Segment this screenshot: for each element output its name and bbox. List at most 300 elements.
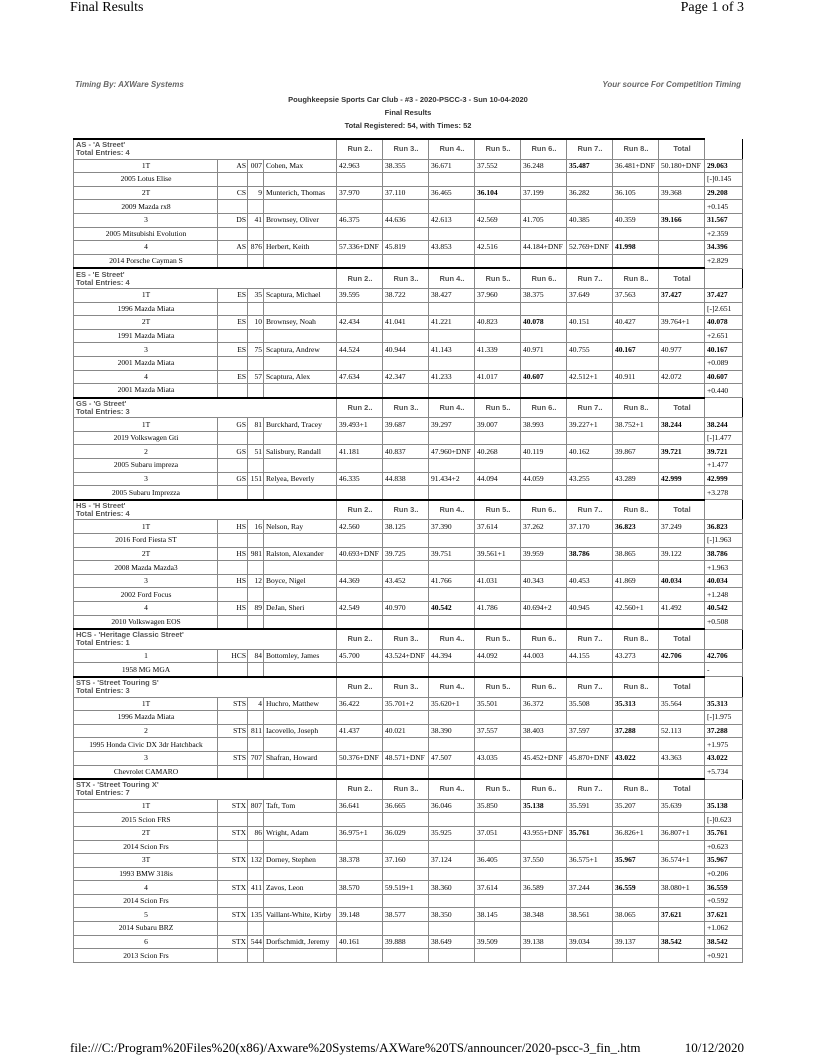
run-time: 38.722 (383, 288, 429, 302)
run-time: 44.003 (521, 649, 567, 663)
car-row (74, 615, 743, 629)
empty-cell (429, 384, 475, 398)
run-time: 42.706 (659, 649, 705, 663)
column-header: Run 6.. (521, 268, 567, 288)
empty-cell (264, 459, 337, 473)
column-header: Run 2.. (337, 268, 383, 288)
run-time: 45.700 (337, 649, 383, 663)
event-titles (0, 93, 816, 132)
car-row (74, 227, 743, 241)
position: 4 (74, 241, 218, 255)
class-title (74, 677, 337, 697)
run-time: 46.375 (337, 213, 383, 227)
column-header: Run 8.. (613, 398, 659, 418)
run-time: 40.119 (521, 445, 567, 459)
car-row (74, 813, 743, 827)
empty-cell (218, 254, 248, 268)
car-number: 707 (248, 751, 264, 765)
class-title (74, 629, 337, 649)
car-number: 35 (248, 288, 264, 302)
empty-cell (264, 302, 337, 316)
empty-cell (613, 949, 659, 963)
position: 1T (74, 697, 218, 711)
empty-cell (613, 227, 659, 241)
empty-cell (521, 534, 567, 548)
empty-cell (567, 949, 613, 963)
run-time: 39.721 (659, 445, 705, 459)
column-header: Run 8.. (613, 779, 659, 799)
empty-cell (218, 663, 248, 677)
driver-row (74, 854, 743, 868)
time-difference: +5.734 (705, 765, 743, 779)
car-description: 2013 Scion Frs (74, 949, 218, 963)
run-time: 38.378 (337, 854, 383, 868)
position: 2T (74, 826, 218, 840)
class-title (74, 139, 337, 159)
position: 3 (74, 343, 218, 357)
run-time: 42.512+1 (567, 370, 613, 384)
run-time: 41.017 (475, 370, 521, 384)
run-time: 36.575+1 (567, 854, 613, 868)
run-time: 41.041 (383, 316, 429, 330)
empty-cell (429, 561, 475, 575)
car-number: 132 (248, 854, 264, 868)
car-class: GS (218, 418, 248, 432)
run-time: 39.687 (383, 418, 429, 432)
empty-cell (475, 894, 521, 908)
column-header: Run 3.. (383, 677, 429, 697)
empty-cell (264, 227, 337, 241)
car-description: 2005 Subaru impreza (74, 459, 218, 473)
empty-cell (521, 894, 567, 908)
run-time: 44.636 (383, 213, 429, 227)
total-time: 38.542 (705, 935, 743, 949)
driver-name: Shafran, Howard (264, 751, 337, 765)
run-time: 39.148 (337, 908, 383, 922)
run-time: 37.614 (475, 881, 521, 895)
car-number: 89 (248, 602, 264, 616)
empty-cell (383, 813, 429, 827)
empty-cell (218, 813, 248, 827)
car-class: GS (218, 445, 248, 459)
run-time: 35.701+2 (383, 697, 429, 711)
car-description: 2014 Scion Frs (74, 840, 218, 854)
time-difference: [-]1.975 (705, 711, 743, 725)
time-difference: +1.477 (705, 459, 743, 473)
run-time: 44.094 (475, 472, 521, 486)
empty-cell (429, 534, 475, 548)
empty-cell (383, 894, 429, 908)
empty-cell (659, 534, 705, 548)
class-name: ES - 'E Street' (76, 269, 125, 279)
empty-cell (659, 384, 705, 398)
time-difference: +0.145 (705, 200, 743, 214)
empty-cell (264, 765, 337, 779)
car-description: 1995 Honda Civic DX 3dr Hatchback (74, 738, 218, 752)
time-difference: +2.359 (705, 227, 743, 241)
class-header-row (74, 677, 743, 697)
empty-cell (613, 840, 659, 854)
run-time: 36.422 (337, 697, 383, 711)
position: 4 (74, 881, 218, 895)
run-time: 39.138 (521, 935, 567, 949)
car-description: 1996 Mazda Miata (74, 302, 218, 316)
empty-cell (567, 431, 613, 445)
empty-cell (337, 459, 383, 473)
empty-cell (659, 840, 705, 854)
run-time: 37.614 (475, 520, 521, 534)
empty-cell (248, 431, 264, 445)
run-time: 37.649 (567, 288, 613, 302)
empty-cell (613, 486, 659, 500)
car-description: 2014 Scion Frs (74, 894, 218, 908)
empty-cell (337, 663, 383, 677)
run-time: 44.059 (521, 472, 567, 486)
empty-cell (337, 486, 383, 500)
run-time: 41.492 (659, 602, 705, 616)
time-difference: +1.248 (705, 588, 743, 602)
time-difference: +1.963 (705, 561, 743, 575)
total-time: 40.034 (705, 574, 743, 588)
column-header: Run 4.. (429, 398, 475, 418)
empty-cell (521, 486, 567, 500)
driver-name: Burckhard, Tracey (264, 418, 337, 432)
car-class: ES (218, 288, 248, 302)
class-entry-count: Total Entries: 4 (76, 509, 130, 519)
empty-cell (264, 840, 337, 854)
run-time: 37.621 (659, 908, 705, 922)
car-number: 12 (248, 574, 264, 588)
empty-cell (337, 813, 383, 827)
car-class: STX (218, 826, 248, 840)
class-name: STS - 'Street Touring S' (76, 678, 159, 688)
empty-cell (429, 922, 475, 936)
run-time: 36.559 (613, 881, 659, 895)
empty-cell (218, 711, 248, 725)
run-time: 40.151 (567, 316, 613, 330)
empty-cell (337, 254, 383, 268)
empty-cell (475, 486, 521, 500)
empty-cell (521, 173, 567, 187)
total-time: 31.567 (705, 213, 743, 227)
run-time: 38.865 (613, 547, 659, 561)
column-header: Run 5.. (475, 677, 521, 697)
column-header: Run 8.. (613, 500, 659, 520)
run-time: 36.807+1 (659, 826, 705, 840)
empty-cell (475, 356, 521, 370)
empty-cell (475, 227, 521, 241)
column-header: Run 4.. (429, 677, 475, 697)
car-number: 981 (248, 547, 264, 561)
column-header: Run 5.. (475, 500, 521, 520)
empty-cell (429, 840, 475, 854)
car-row (74, 738, 743, 752)
run-time: 38.561 (567, 908, 613, 922)
driver-name: Cohen, Max (264, 159, 337, 173)
empty-cell (613, 588, 659, 602)
time-difference: +0.592 (705, 894, 743, 908)
empty-cell (521, 738, 567, 752)
run-time: 39.034 (567, 935, 613, 949)
run-time: 39.725 (383, 547, 429, 561)
empty-cell (218, 486, 248, 500)
empty-cell (659, 922, 705, 936)
run-time: 45.819 (383, 241, 429, 255)
run-time: 43.255 (567, 472, 613, 486)
class-header-row (74, 139, 743, 159)
total-time: 29.063 (705, 159, 743, 173)
time-difference: +0.206 (705, 867, 743, 881)
run-time: 40.167 (613, 343, 659, 357)
empty-cell (248, 738, 264, 752)
column-header: Run 2.. (337, 500, 383, 520)
driver-row (74, 418, 743, 432)
empty-cell (218, 356, 248, 370)
run-time: 43.363 (659, 751, 705, 765)
empty-cell (659, 663, 705, 677)
run-time: 47.507 (429, 751, 475, 765)
column-header: Run 3.. (383, 398, 429, 418)
car-number: 81 (248, 418, 264, 432)
empty-cell (475, 200, 521, 214)
position: 4 (74, 370, 218, 384)
run-time: 35.850 (475, 799, 521, 813)
run-time: 42.569 (475, 213, 521, 227)
empty-cell (567, 922, 613, 936)
run-time: 40.693+DNF (337, 547, 383, 561)
empty-cell (567, 534, 613, 548)
run-time: 38.360 (429, 881, 475, 895)
empty-cell (429, 738, 475, 752)
run-time: 38.125 (383, 520, 429, 534)
run-time: 40.453 (567, 574, 613, 588)
position: 1T (74, 520, 218, 534)
empty-cell (248, 765, 264, 779)
empty-cell (383, 867, 429, 881)
empty-cell (218, 227, 248, 241)
driver-row (74, 547, 743, 561)
registration-summary: Total Registered: 54, with Times: 52 (344, 121, 472, 130)
print-header-title: Final Results (70, 0, 144, 15)
total-time: 38.244 (705, 418, 743, 432)
time-difference: +0.508 (705, 615, 743, 629)
empty-cell (337, 949, 383, 963)
empty-cell (521, 356, 567, 370)
empty-cell (521, 711, 567, 725)
class-name: HS - 'H Street' (76, 501, 126, 511)
column-header: Run 5.. (475, 629, 521, 649)
empty-cell (337, 867, 383, 881)
run-time: 43.955+DNF (521, 826, 567, 840)
empty-cell (264, 615, 337, 629)
run-time: 40.977 (659, 343, 705, 357)
empty-cell (613, 200, 659, 214)
run-time: 41.998 (613, 241, 659, 255)
empty-cell (567, 738, 613, 752)
run-time: 57.336+DNF (337, 241, 383, 255)
run-time: 38.993 (521, 418, 567, 432)
run-time: 44.394 (429, 649, 475, 663)
empty-cell (567, 711, 613, 725)
car-number: 4 (248, 697, 264, 711)
run-time: 35.761 (567, 826, 613, 840)
run-time: 42.516 (475, 241, 521, 255)
run-time: 40.162 (567, 445, 613, 459)
empty-cell (521, 200, 567, 214)
total-time: 42.706 (705, 649, 743, 663)
run-time: 46.335 (337, 472, 383, 486)
column-header: Run 5.. (475, 268, 521, 288)
car-description: 2009 Mazda rx8 (74, 200, 218, 214)
run-time: 35.501 (475, 697, 521, 711)
tagline: Your source For Competition Timing (602, 80, 741, 89)
run-time: 44.838 (383, 472, 429, 486)
run-time: 36.823 (613, 520, 659, 534)
empty-cell (337, 227, 383, 241)
run-time: 39.227+1 (567, 418, 613, 432)
time-difference: +3.278 (705, 486, 743, 500)
empty-cell (337, 738, 383, 752)
driver-name: Huchro, Matthew (264, 697, 337, 711)
class-name: GS - 'G Street' (76, 398, 127, 408)
car-description: 2015 Scion FRS (74, 813, 218, 827)
total-time: 40.078 (705, 316, 743, 330)
empty-cell (659, 738, 705, 752)
empty-cell (613, 561, 659, 575)
timing-credit: Timing By: AXWare Systems (75, 80, 184, 89)
run-time: 42.434 (337, 316, 383, 330)
class-entry-count: Total Entries: 4 (76, 148, 130, 158)
empty-cell (659, 615, 705, 629)
empty-cell (264, 356, 337, 370)
empty-cell (429, 254, 475, 268)
run-time: 36.029 (383, 826, 429, 840)
class-title (74, 398, 337, 418)
car-number: 411 (248, 881, 264, 895)
empty-cell (429, 486, 475, 500)
total-time: 40.607 (705, 370, 743, 384)
car-number: 807 (248, 799, 264, 813)
empty-cell (248, 922, 264, 936)
empty-cell (521, 588, 567, 602)
empty-cell (475, 711, 521, 725)
run-time: 38.375 (521, 288, 567, 302)
empty-cell (567, 254, 613, 268)
empty-cell (429, 765, 475, 779)
run-time: 40.944 (383, 343, 429, 357)
class-name: AS - 'A Street' (76, 140, 126, 150)
car-number: 151 (248, 472, 264, 486)
car-number: 51 (248, 445, 264, 459)
run-time: 37.288 (613, 724, 659, 738)
run-time: 36.481+DNF (613, 159, 659, 173)
run-time: 37.390 (429, 520, 475, 534)
empty-cell (248, 302, 264, 316)
driver-row (74, 288, 743, 302)
empty-cell (613, 894, 659, 908)
driver-name: Scaptura, Michael (264, 288, 337, 302)
column-header: Run 7.. (567, 677, 613, 697)
position: 3T (74, 854, 218, 868)
run-time: 41.031 (475, 574, 521, 588)
empty-cell (218, 615, 248, 629)
driver-name: Brownsey, Oliver (264, 213, 337, 227)
empty-cell (567, 302, 613, 316)
empty-cell (383, 588, 429, 602)
run-time: 40.971 (521, 343, 567, 357)
empty-cell (659, 588, 705, 602)
total-time: 40.167 (705, 343, 743, 357)
position: 2T (74, 186, 218, 200)
empty-cell (475, 867, 521, 881)
empty-cell (567, 356, 613, 370)
column-header: Run 3.. (383, 139, 429, 159)
class-header-row (74, 398, 743, 418)
empty-cell (248, 329, 264, 343)
run-time: 38.390 (429, 724, 475, 738)
run-time: 38.348 (521, 908, 567, 922)
run-time: 39.595 (337, 288, 383, 302)
run-time: 44.524 (337, 343, 383, 357)
run-time: 39.561+1 (475, 547, 521, 561)
total-time: 37.621 (705, 908, 743, 922)
driver-name: Scaptura, Alex (264, 370, 337, 384)
car-class: HS (218, 602, 248, 616)
car-row (74, 459, 743, 473)
empty-cell (659, 356, 705, 370)
empty-cell (659, 711, 705, 725)
total-time: 34.396 (705, 241, 743, 255)
empty-cell (218, 561, 248, 575)
run-time: 38.542 (659, 935, 705, 949)
empty-cell (248, 663, 264, 677)
column-header: Run 3.. (383, 779, 429, 799)
empty-cell (567, 663, 613, 677)
empty-cell (248, 561, 264, 575)
empty-cell (659, 227, 705, 241)
empty-cell (218, 173, 248, 187)
empty-cell (218, 384, 248, 398)
car-class: STS (218, 697, 248, 711)
empty-cell (383, 561, 429, 575)
empty-cell (218, 302, 248, 316)
run-time: 37.557 (475, 724, 521, 738)
driver-row (74, 520, 743, 534)
driver-row (74, 213, 743, 227)
empty-cell (264, 534, 337, 548)
driver-name: Relyea, Beverly (264, 472, 337, 486)
run-time: 37.262 (521, 520, 567, 534)
driver-row (74, 445, 743, 459)
driver-name: Dorney, Stephen (264, 854, 337, 868)
empty-cell (383, 840, 429, 854)
empty-cell (429, 894, 475, 908)
empty-cell (429, 949, 475, 963)
car-row (74, 711, 743, 725)
run-time: 40.021 (383, 724, 429, 738)
car-class: AS (218, 159, 248, 173)
time-difference: +0.623 (705, 840, 743, 854)
run-time: 40.034 (659, 574, 705, 588)
empty-cell (659, 486, 705, 500)
empty-cell (248, 173, 264, 187)
empty-cell (567, 894, 613, 908)
car-row (74, 173, 743, 187)
car-number: 544 (248, 935, 264, 949)
run-time: 37.597 (567, 724, 613, 738)
empty-cell (567, 459, 613, 473)
empty-cell (475, 663, 521, 677)
